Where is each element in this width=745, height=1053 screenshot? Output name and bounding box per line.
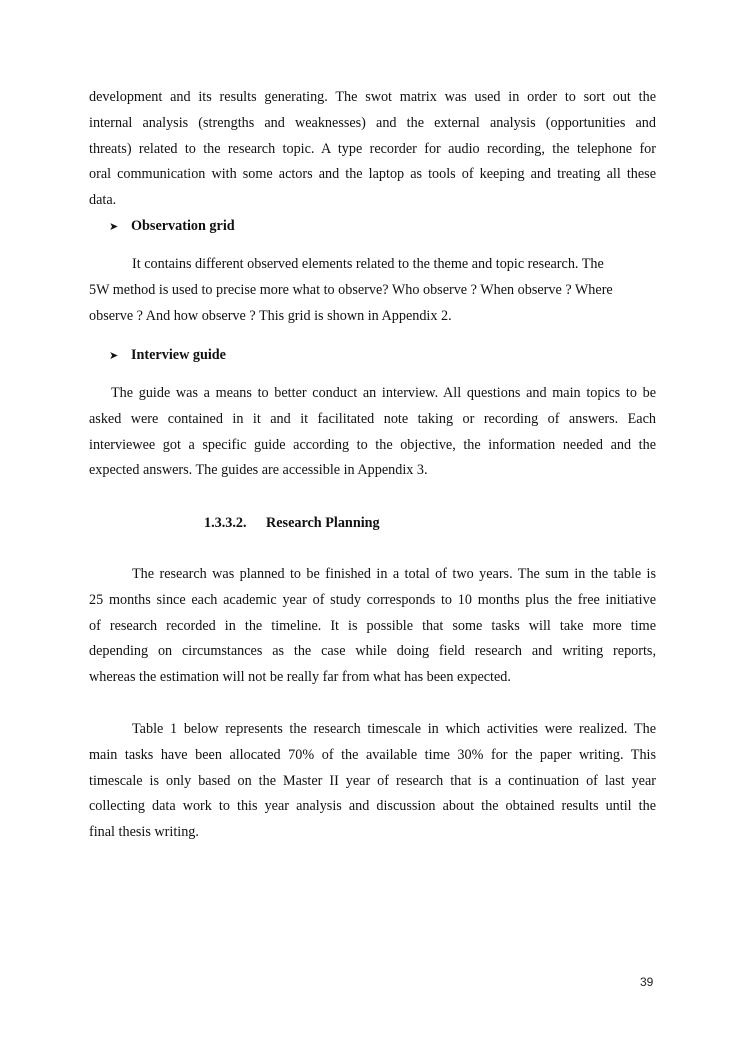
paragraph-line: The guide was a means to better conduct an interview. All questions and main topics to be — [111, 385, 656, 401]
paragraph-line: threats) related to the research topic. A type recorder for audio recording, the telephone for — [89, 140, 656, 157]
paragraph-line: development and its results generating. The swot matrix was used in order to sort out the — [89, 89, 656, 105]
paragraph-line: asked were contained in it and it facilitated note taking or recording of answers. Each — [89, 410, 656, 427]
arrowhead-bullet-icon: ➤ — [109, 349, 119, 362]
paragraph-line: It contains different observed elements related to the theme and topic research. The — [132, 256, 604, 272]
page-number: 39 — [640, 975, 654, 989]
arrowhead-bullet-icon: ➤ — [109, 220, 119, 233]
section-title: Research Planning — [266, 515, 380, 531]
paragraph-line: collecting data work to this year analysis and discussion about the obtained results until the — [89, 798, 656, 815]
paragraph-line: expected answers. The guides are accessible in Appendix 3. — [89, 462, 428, 479]
paragraph-line: 25 months since each academic year of study corresponds to 10 months plus the free initiative — [89, 591, 656, 608]
paragraph-line: of research recorded in the timeline. It is possible that some tasks will take more time — [89, 617, 656, 634]
interview-guide-heading — [109, 345, 226, 366]
paragraph-line: 5W method is used to precise more what to observe? Who observe ? When observe ? Where — [89, 281, 613, 298]
paragraph-line: depending on circumstances as the case while doing field research and writing reports, — [89, 643, 656, 660]
heading-label: Observation grid — [131, 218, 235, 234]
section-number: 1.3.3.2. — [204, 515, 247, 531]
paragraph-line: observe ? And how observe ? This grid is shown in Appendix 2. — [89, 307, 452, 324]
observation-grid-heading — [109, 216, 235, 237]
paragraph-line: internal analysis (strengths and weaknesses) and the external analysis (opportunities and — [89, 114, 656, 131]
paragraph-line: interviewee got a specific guide according to the objective, the information needed and the — [89, 436, 656, 453]
interview-guide-paragraph — [89, 381, 656, 484]
intro-paragraph — [89, 85, 656, 214]
paragraph-line: final thesis writing. — [89, 824, 199, 841]
planning-paragraph — [89, 562, 656, 691]
paragraph-line: whereas the estimation will not be really far from what has been expected. — [89, 669, 511, 686]
section-heading — [204, 513, 380, 533]
observation-grid-paragraph — [89, 252, 656, 329]
paragraph-line: oral communication with some actors and the laptop as tools of keeping and treating all these — [89, 166, 656, 183]
paragraph-line: The research was planned to be finished in a total of two years. The sum in the table is — [132, 566, 656, 582]
timescale-paragraph — [89, 717, 656, 846]
paragraph-line: data. — [89, 192, 117, 209]
heading-label: Interview guide — [131, 347, 226, 363]
paragraph-line: Table 1 below represents the research timescale in which activities were realized. The — [132, 721, 656, 737]
paragraph-line: timescale is only based on the Master II year of research that is a continuation of last year — [89, 772, 656, 789]
paragraph-line: main tasks have been allocated 70% of the available time 30% for the paper writing. This — [89, 746, 656, 763]
